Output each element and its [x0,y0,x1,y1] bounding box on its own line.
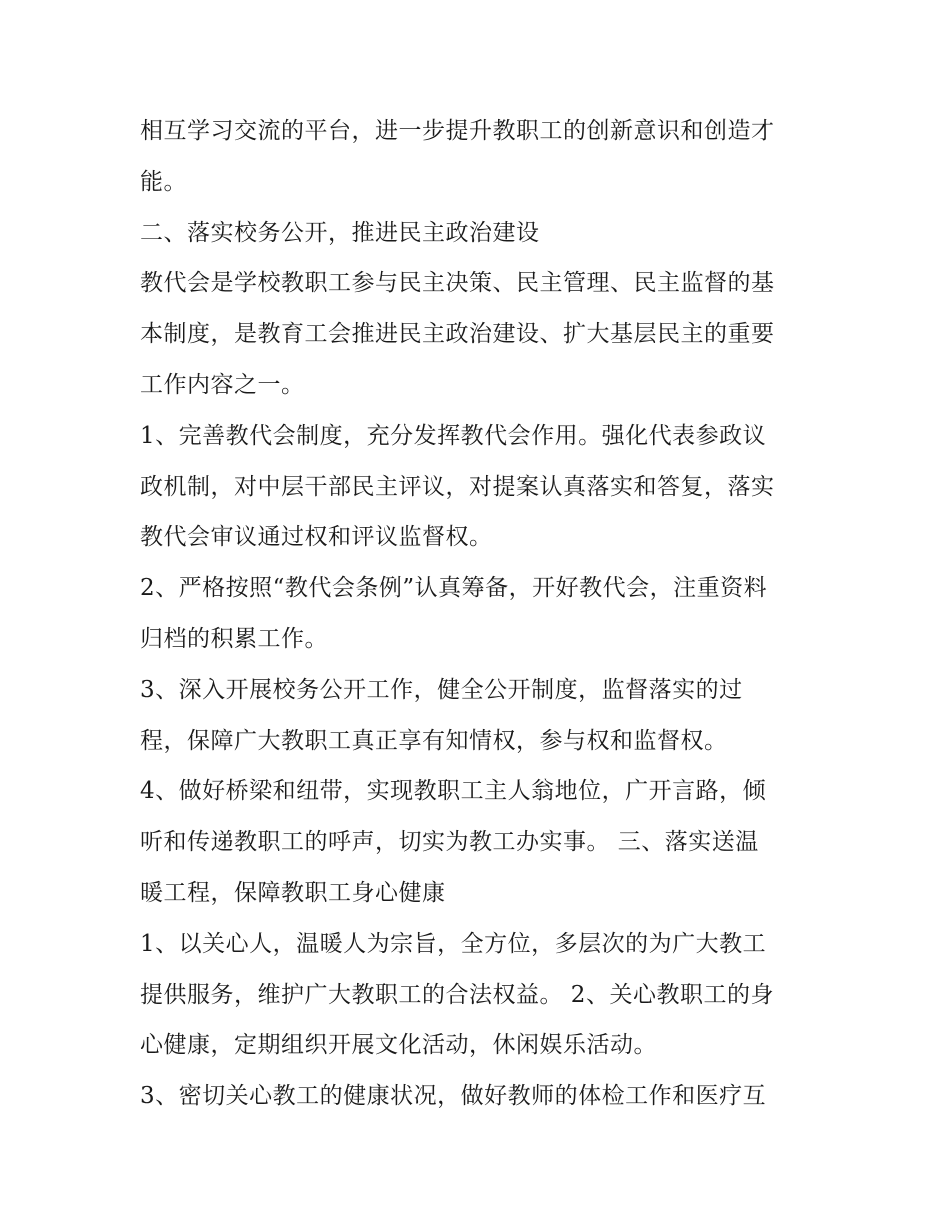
section-heading: 二、落实校务公开，推进民主政治建设 [140,219,540,246]
list-item-line: 3、密切关心教工的健康状况，做好教师的体检工作和医疗互 [140,1083,767,1110]
list-item-line: 2、严格按照“教代会条例”认真筹备，开好教代会，注重资料 [140,575,768,602]
list-item-line: 提供服务，维护广大教职工的合法权益。 2、关心教职工的身 [140,981,774,1008]
text-line: 工作内容之一。 [140,371,305,398]
list-item-line: 归档的积累工作。 [140,625,328,652]
list-item-line: 政机制，对中层干部民主评议，对提案认真落实和答复，落实 [140,473,775,500]
list-item-line: 教代会审议通过权和评议监督权。 [140,524,493,551]
list-item-line: 听和传递教职工的呼声，切实为教工办实事。 三、落实送温 [140,829,759,856]
list-item-line: 暖工程，保障教职工身心健康 [140,879,446,906]
list-item-line: 程，保障广大教职工真正享有知情权，参与权和监督权。 [140,727,728,754]
text-line: 教代会是学校教职工参与民主决策、民主管理、民主监督的基 [140,270,775,297]
text-line: 本制度，是教育工会推进民主政治建设、扩大基层民主的重要 [140,321,775,348]
text-line: 能。 [140,168,187,195]
list-item-line: 4、做好桥梁和纽带，实现教职工主人翁地位，广开言路，倾 [140,778,767,805]
list-item-line: 心健康，定期组织开展文化活动，休闲娱乐活动。 [140,1032,657,1059]
list-item-line: 3、深入开展校务公开工作，健全公开制度，监督落实的过 [140,676,743,703]
list-item-line: 1、完善教代会制度，充分发挥教代会作用。强化代表参政议 [140,422,767,449]
text-line: 相互学习交流的平台，进一步提升教职工的创新意识和创造才 [140,118,775,144]
document-body [140,106,820,1122]
list-item-line: 1、以关心人，温暖人为宗旨，全方位，多层次的为广大教工 [140,930,767,957]
